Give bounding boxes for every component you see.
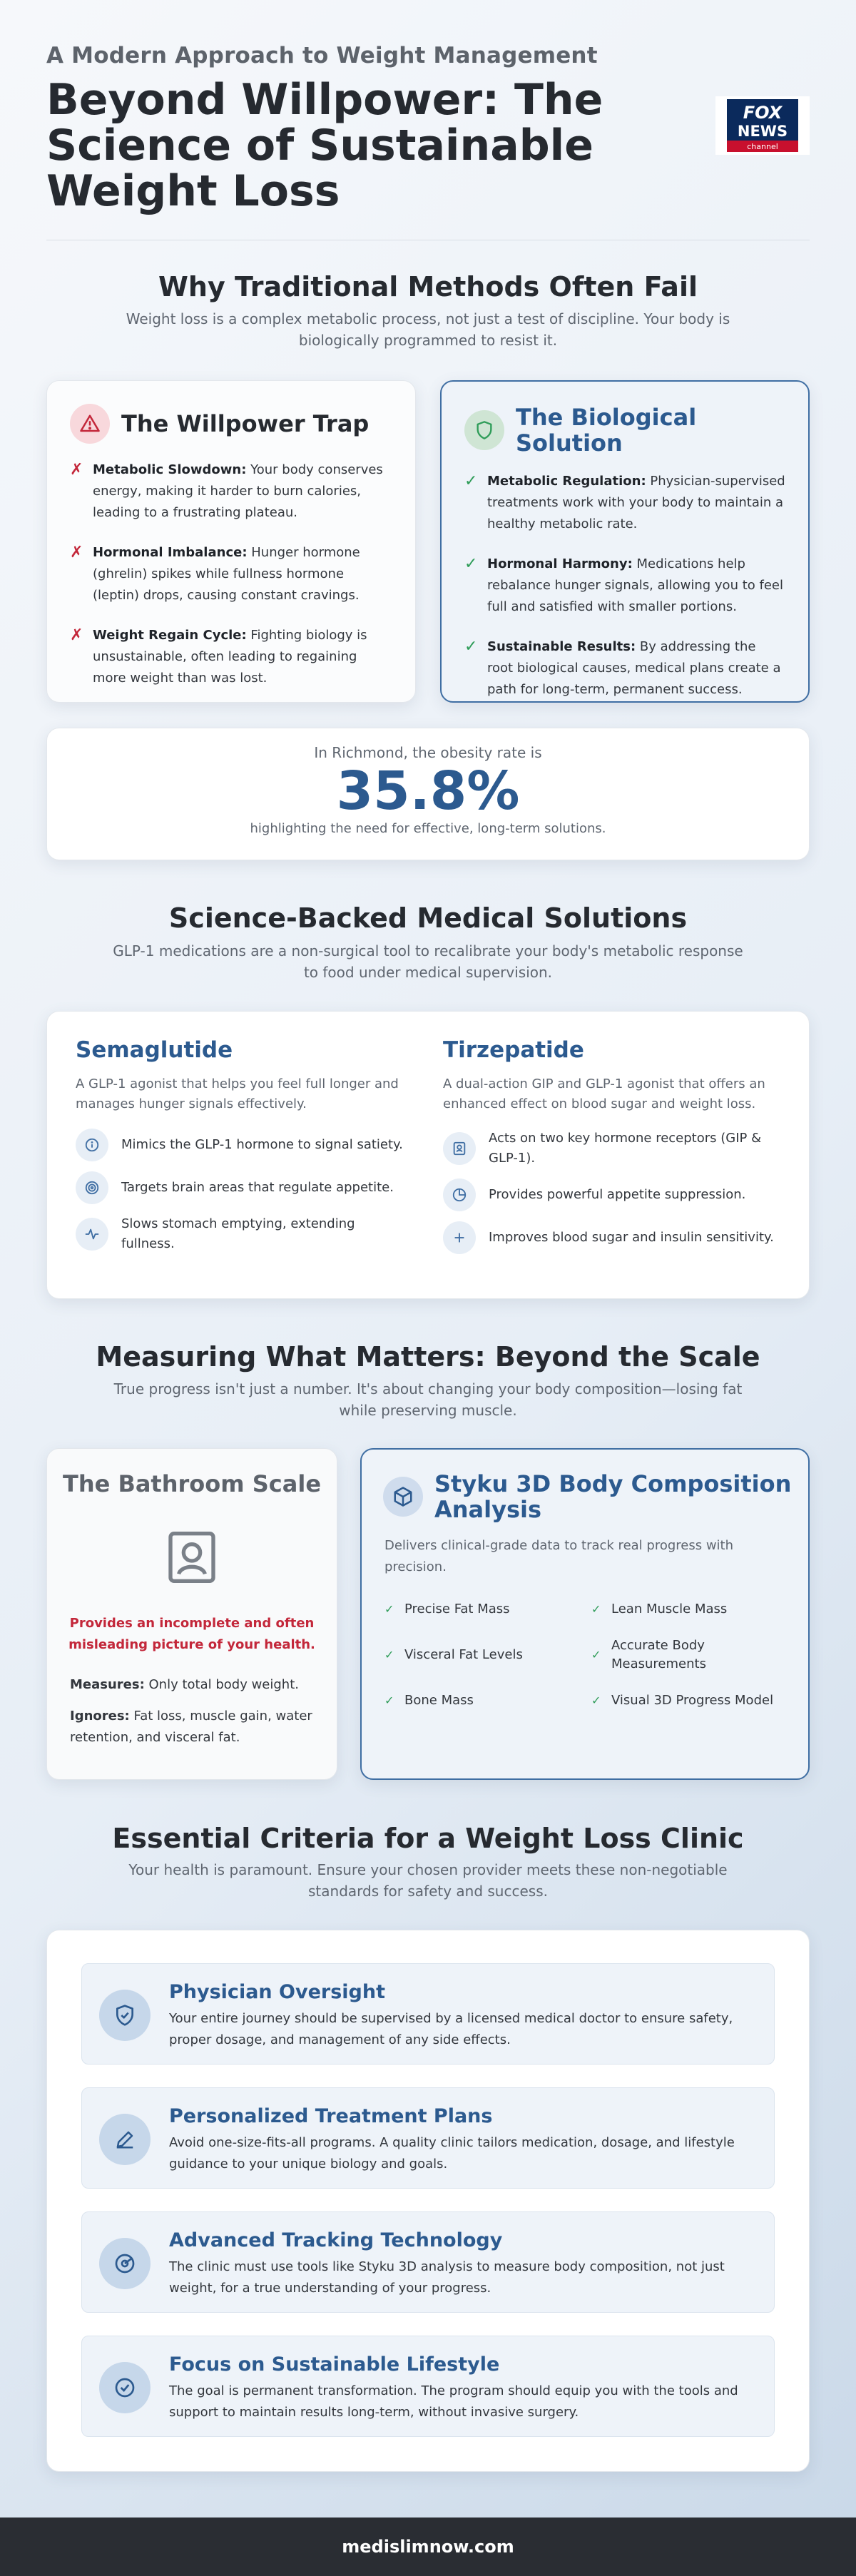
- scale-warning: Provides an incomplete and often misleading picture of your health.: [68, 1616, 315, 1652]
- semaglutide-desc: A GLP-1 agonist that helps you feel full longer and manages hunger signals effectively.: [76, 1076, 399, 1111]
- list-item: Improves blood sugar and insulin sensitivity.: [443, 1221, 778, 1254]
- cube-icon: [383, 1477, 423, 1517]
- fox-news-logo: [715, 96, 810, 155]
- feature-item: ✓ Bone Mass: [384, 1684, 591, 1718]
- tracking-target-icon: [99, 2238, 151, 2289]
- tirzepatide-desc: A dual-action GIP and GLP-1 agonist that offers an enhanced effect on blood sugar and weight loss.: [443, 1076, 765, 1111]
- list-item: Mimics the GLP-1 hormone to signal satiety.: [76, 1129, 411, 1161]
- criteria-item: Personalized Treatment Plans Avoid one-size-fits-all programs. A quality clinic tailors medication, dosage, and lifestyle guidance to your unique biology and goals.: [81, 2087, 775, 2189]
- scale-ignores: Ignores: Fat loss, muscle gain, water retention, and visceral fat.: [70, 1709, 312, 1745]
- trap-point: ✗ Hormonal Imbalance: Hunger hormone (ghrelin) spikes while fullness hormone (leptin) drops, causing constant cravings.: [70, 542, 392, 606]
- bathroom-scale-title: The Bathroom Scale: [62, 1470, 322, 1497]
- solution-point: ✓ Metabolic Regulation: Physician-supervised treatments work with your body to maintain a healthy metabolic rate.: [464, 471, 785, 535]
- cross-icon: ✗: [70, 626, 83, 644]
- header: [46, 43, 810, 216]
- check-icon: ✓: [464, 555, 478, 573]
- styku-desc: Delivers clinical-grade data to track real progress with precision.: [384, 1538, 734, 1574]
- check-icon: ✓: [384, 1694, 394, 1707]
- check-icon: ✓: [384, 1648, 394, 1661]
- feature-item: ✓ Accurate Body Measurements: [591, 1638, 706, 1671]
- cross-icon: ✗: [70, 461, 83, 479]
- styku-analysis-card: [360, 1448, 810, 1780]
- measure-section-title: Measuring What Matters: Beyond the Scale: [96, 1341, 760, 1373]
- list-item: Targets brain areas that regulate appetite.: [76, 1171, 411, 1204]
- solution-point: ✓ Hormonal Harmony: Medications help rebalance hunger signals, allowing you to feel full and satisfied with smaller portions.: [464, 554, 785, 618]
- why-section-subtitle: Weight loss is a complex metabolic process, not just a test of discipline. Your body is biologically programmed to resist it.: [126, 310, 730, 349]
- receptor-icon: [443, 1132, 476, 1165]
- stat-value: 35.8%: [336, 760, 520, 822]
- plus-icon: [443, 1221, 476, 1254]
- feature-item: ✓ Precise Fat Mass: [384, 1592, 591, 1626]
- tirzepatide-column: [443, 1037, 778, 1264]
- eyebrow-text: A Modern Approach to Weight Management: [46, 43, 598, 68]
- check-circle-icon: [99, 2362, 151, 2413]
- stat-caption: highlighting the need for effective, long-term solutions.: [250, 821, 606, 836]
- footer-url[interactable]: medislimnow.com: [342, 2537, 514, 2557]
- feature-item: ✓ Lean Muscle Mass: [591, 1592, 791, 1626]
- stat-intro: In Richmond, the obesity rate is: [314, 744, 542, 761]
- shield-check-icon: [99, 1990, 151, 2041]
- pie-chart-icon: [443, 1178, 476, 1211]
- list-item: Provides powerful appetite suppression.: [443, 1178, 778, 1211]
- cross-icon: ✗: [70, 544, 83, 561]
- willpower-trap-card: [46, 380, 416, 703]
- biological-solution-card: [440, 380, 810, 703]
- styku-title: Styku 3D Body Composition Analysis: [434, 1470, 792, 1523]
- biological-solution-title: The Biological Solution: [516, 404, 697, 457]
- activity-icon: [76, 1218, 108, 1251]
- warning-icon: [70, 404, 110, 444]
- shield-icon: [464, 410, 504, 450]
- check-icon: ✓: [464, 472, 478, 490]
- criteria-item: Physician Oversight Your entire journey should be supervised by a licensed medical doctor to ensure safety, proper dosage, and management of any side effects.: [81, 1963, 775, 2065]
- feature-item: ✓ Visual 3D Progress Model: [591, 1684, 791, 1718]
- tirzepatide-title: Tirzepatide: [443, 1037, 584, 1063]
- semaglutide-title: Semaglutide: [76, 1037, 233, 1063]
- science-section-title: Science-Backed Medical Solutions: [168, 902, 688, 934]
- check-icon: ✓: [384, 1602, 394, 1616]
- list-item: Acts on two key hormone receptors (GIP & GLP-1).: [443, 1129, 778, 1169]
- why-section-title: Why Traditional Methods Often Fail: [158, 271, 698, 302]
- check-icon: ✓: [591, 1602, 601, 1616]
- bathroom-scale-card: [46, 1448, 337, 1780]
- trap-point: ✗ Weight Regain Cycle: Fighting biology is unsustainable, often leading to regaining more weight than was lost.: [70, 625, 392, 689]
- criteria-item: Focus on Sustainable Lifestyle The goal is permanent transformation. The program should equip you with the tools and support to maintain results long-term, without invasive surgery.: [81, 2336, 775, 2437]
- scale-measures: Measures: Only total body weight.: [70, 1677, 299, 1692]
- criteria-section-title: Essential Criteria for a Weight Loss Clinic: [112, 1823, 744, 1854]
- trap-point: ✗ Metabolic Slowdown: Your body conserves energy, making it harder to burn calories, leading to a frustrating plateau.: [70, 459, 392, 524]
- criteria-card: [46, 1930, 810, 2472]
- measure-section-subtitle: True progress isn't just a number. It's about changing your body composition—losing fat while preserving muscle.: [113, 1380, 743, 1419]
- check-icon: ✓: [591, 1648, 601, 1661]
- pen-icon: [99, 2114, 151, 2165]
- science-section-subtitle: GLP-1 medications are a non-surgical tool to recalibrate your body's metabolic response to food under medical supervision.: [113, 942, 743, 981]
- svg-text:channel: channel: [747, 142, 778, 151]
- medications-card: [46, 1011, 810, 1299]
- feature-item: ✓ Visceral Fat Levels: [384, 1636, 591, 1674]
- obesity-stat-card: [46, 728, 810, 860]
- criteria-item: Advanced Tracking Technology The clinic must use tools like Styku 3D analysis to measure body composition, not just weight, for a true understanding of your progress.: [81, 2211, 775, 2313]
- footer: [0, 2518, 856, 2576]
- semaglutide-column: [76, 1037, 411, 1264]
- person-scale-icon: [163, 1529, 220, 1586]
- target-icon: [76, 1171, 108, 1204]
- willpower-trap-title: The Willpower Trap: [121, 410, 370, 437]
- list-item: Slows stomach emptying, extending fullness.: [76, 1214, 411, 1254]
- info-icon: [76, 1129, 108, 1161]
- criteria-section-subtitle: Your health is paramount. Ensure your chosen provider meets these non-negotiable standards for safety and success.: [128, 1861, 728, 1900]
- check-icon: ✓: [591, 1694, 601, 1707]
- check-icon: ✓: [464, 638, 478, 656]
- svg-text:NEWS: NEWS: [737, 123, 788, 140]
- svg-text:FOX: FOX: [743, 103, 783, 123]
- solution-point: ✓ Sustainable Results: By addressing the root biological causes, medical plans create a path for long-term, permanent success.: [464, 636, 785, 701]
- page-title: Beyond Willpower: The Science of Sustainable Weight Loss: [46, 75, 603, 216]
